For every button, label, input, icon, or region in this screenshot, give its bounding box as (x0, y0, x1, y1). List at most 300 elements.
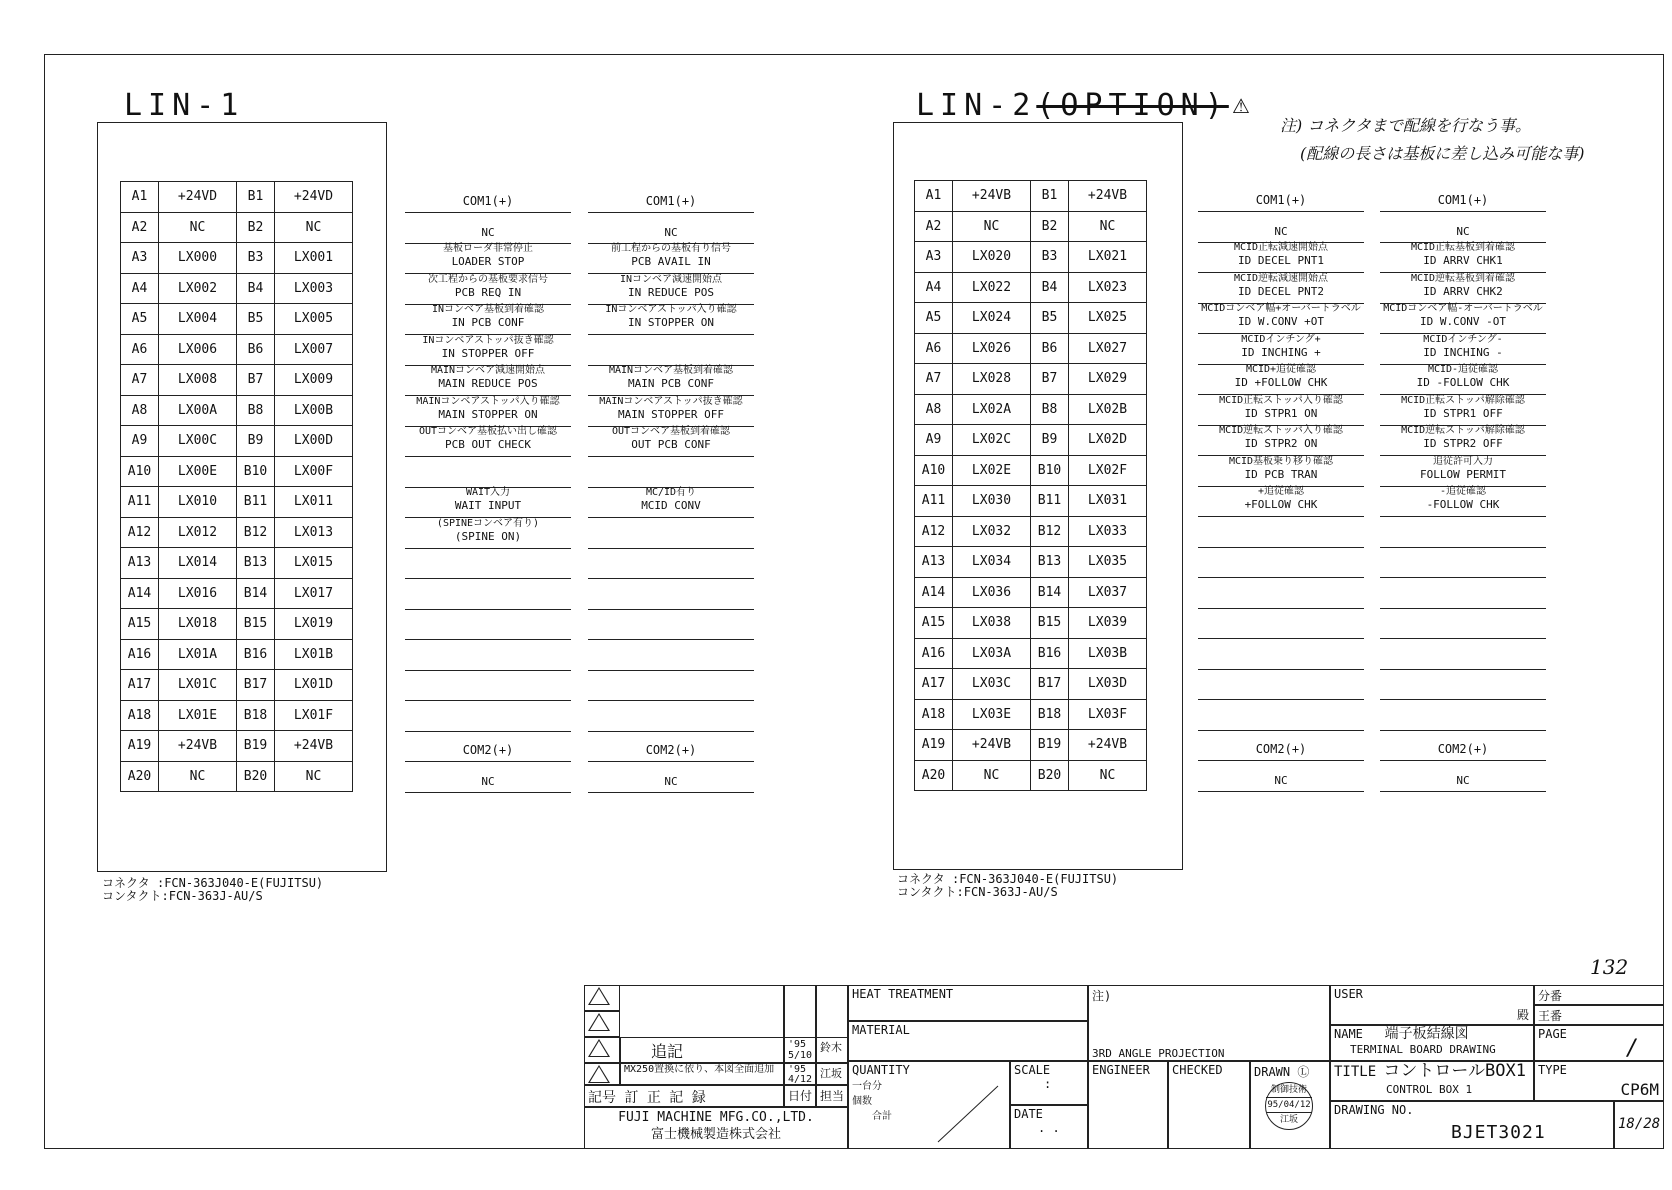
rev2-sign: 江坂 (816, 1063, 848, 1085)
signal-name: ID W.CONV +OT (1237, 315, 1325, 328)
lin2-pin-row (915, 730, 1147, 761)
pin-number: A18 (915, 699, 953, 730)
pin-signal: LX03E (953, 699, 1031, 730)
pin-signal: +24VB (953, 181, 1031, 212)
lin2-title: LIN-2(OPTION) (916, 88, 1229, 123)
signal-entry (1380, 394, 1546, 426)
signal-name: ID ARRV CHK2 (1423, 284, 1503, 298)
lin1-pin-row (121, 456, 353, 487)
signal-name: NC (1456, 773, 1470, 787)
signal-description-jp: OUTコンベア基板到着確認 (611, 426, 731, 437)
signal-description-jp: 基板ローダ非常停止 (443, 243, 533, 254)
pin-number: B8 (237, 395, 275, 426)
pin-number: A17 (121, 670, 159, 701)
signal-entry (1380, 424, 1546, 456)
pin-number: B16 (237, 639, 275, 670)
heat-treatment: HEAT TREATMENT (848, 985, 1088, 1021)
signal-entry (1198, 302, 1364, 334)
signal-entry (588, 639, 754, 671)
pin-number: B1 (237, 182, 275, 213)
signal-entry (1198, 272, 1364, 304)
pin-number: A1 (915, 181, 953, 212)
lin1-pin-row (121, 212, 353, 243)
signal-name (588, 669, 754, 683)
pin-signal: LX00F (275, 456, 353, 487)
pin-number: A16 (915, 638, 953, 669)
lin2-pin-row (915, 699, 1147, 730)
pin-signal: LX029 (1069, 364, 1147, 395)
rev2-text: MX250置換に依り、本図全面追加 (620, 1063, 784, 1085)
pin-number: B15 (237, 609, 275, 640)
lin2-pin-row (915, 211, 1147, 242)
pin-signal: +24VB (1069, 730, 1147, 761)
lin1-pin-row (121, 304, 353, 335)
pin-number: A12 (915, 516, 953, 547)
stamp-dept: 制御技術 (1270, 1085, 1307, 1095)
signal-description-jp: MAINコンベアストッパ抜き確認 (599, 395, 743, 407)
date-value: . . (1038, 1121, 1060, 1135)
pin-signal: LX001 (275, 243, 353, 274)
lin2-pin-row (915, 638, 1147, 669)
pin-number: B2 (1031, 211, 1069, 242)
rev2-date: '95 4/12 (784, 1063, 816, 1085)
lin1-pin-row (121, 426, 353, 457)
signal-name (588, 517, 754, 531)
signal-name: NC (664, 225, 678, 239)
pin-number: A3 (121, 243, 159, 274)
signal-entry (405, 669, 571, 701)
signal-entry (588, 730, 754, 762)
pin-number: A4 (121, 273, 159, 304)
pin-signal: NC (953, 211, 1031, 242)
signal-name (1198, 638, 1364, 652)
lin2-pin-row (915, 486, 1147, 517)
lin1-pin-row (121, 639, 353, 670)
signal-name: NC (481, 225, 495, 239)
lin2-pin-row (915, 181, 1147, 212)
lin1-pin-row (121, 334, 353, 365)
signal-entry (1380, 485, 1546, 517)
lin2-pin-row (915, 333, 1147, 364)
pin-number: B2 (237, 212, 275, 243)
signal-name: WAIT INPUT (454, 499, 522, 512)
stamp-name: 江坂 (1279, 1115, 1298, 1125)
pin-signal: NC (1069, 211, 1147, 242)
signal-entry (1380, 272, 1546, 304)
pin-signal: LX026 (953, 333, 1031, 364)
signal-entry (405, 395, 571, 427)
pin-signal: LX032 (953, 516, 1031, 547)
pin-number: B6 (1031, 333, 1069, 364)
quantity-label: QUANTITY (852, 1063, 910, 1077)
signal-name: ID STPR2 ON (1244, 437, 1318, 450)
signal-name: IN REDUCE POS (627, 285, 715, 299)
pin-signal: LX02F (1069, 455, 1147, 486)
pin-number: B3 (237, 243, 275, 274)
signal-name (405, 608, 571, 622)
pin-number: A7 (121, 365, 159, 396)
pin-signal: LX03F (1069, 699, 1147, 730)
signal-entry (1198, 729, 1364, 761)
name-en: TERMINAL BOARD DRAWING (1350, 1043, 1496, 1056)
pin-number: A2 (915, 211, 953, 242)
signal-entry (1380, 302, 1546, 334)
pin-signal: LX014 (159, 548, 237, 579)
pin-number: B10 (1031, 455, 1069, 486)
signal-name: COM1(+) (1437, 193, 1489, 207)
pin-signal: LX033 (1069, 516, 1147, 547)
title-jp: コントロールBOX1 (1383, 1061, 1526, 1081)
signal-name: ID STPR2 OFF (1423, 437, 1503, 450)
signal-name (588, 608, 754, 622)
pin-number: B12 (1031, 516, 1069, 547)
signal-entry (405, 639, 571, 671)
signal-name (1198, 699, 1364, 713)
signal-name: MAIN REDUCE POS (438, 377, 538, 390)
pin-number: A9 (121, 426, 159, 457)
pin-signal: NC (159, 761, 237, 792)
qty-slash (933, 1082, 1003, 1146)
pin-number: B17 (1031, 669, 1069, 700)
pin-signal: LX01D (275, 670, 353, 701)
company-block (584, 1107, 848, 1149)
pin-signal: LX004 (159, 304, 237, 335)
lin2-pin-row (915, 760, 1147, 791)
signal-entry (588, 608, 754, 640)
signal-name: IN PCB CONF (451, 316, 525, 329)
lin2-connector-spec: コネクタ :FCN-363J040-E(FUJITSU) (897, 872, 1119, 886)
engineer: ENGINEER (1088, 1061, 1168, 1149)
note-line-1: 注) コネクタまで配線を行なう事。 (1280, 116, 1532, 135)
signal-entry (588, 334, 754, 366)
signal-entry (1198, 638, 1364, 670)
pin-number: B7 (1031, 364, 1069, 395)
qty-count: 個数 (852, 1096, 872, 1107)
lin1-pin-row (121, 517, 353, 548)
signal-name: ID STPR1 ON (1244, 406, 1318, 420)
pin-signal: LX023 (1069, 272, 1147, 303)
name-label: NAME (1334, 1027, 1363, 1041)
pin-signal: LX020 (953, 242, 1031, 273)
signal-entry (1198, 424, 1364, 456)
pin-signal: LX038 (953, 608, 1031, 639)
signal-description-jp: MCID-追従確認 (1427, 364, 1499, 375)
pin-number: A20 (121, 761, 159, 792)
signal-name (405, 578, 571, 592)
ouban: 王番 (1534, 1005, 1664, 1025)
signal-entry (405, 608, 571, 640)
pin-signal: LX008 (159, 365, 237, 396)
signal-description-jp: WAIT入力 (465, 487, 511, 498)
pin-number: B5 (1031, 303, 1069, 334)
signal-name: ID +FOLLOW CHK (1234, 376, 1328, 389)
signal-name: PCB OUT CHECK (444, 438, 532, 451)
pin-number: A15 (915, 608, 953, 639)
type-cell (1534, 1061, 1664, 1101)
signal-name (1380, 607, 1546, 621)
signal-entry (1380, 180, 1546, 212)
pin-number: A6 (121, 334, 159, 365)
pin-number: B18 (237, 700, 275, 731)
pin-number: B11 (237, 487, 275, 518)
signal-name: IN STOPPER OFF (441, 346, 535, 360)
page-value: / (1625, 1036, 1639, 1061)
pin-signal: LX030 (953, 486, 1031, 517)
lin1-pin-row (121, 243, 353, 274)
signal-entry (588, 212, 754, 244)
pin-number: A5 (915, 303, 953, 334)
signal-name (1380, 516, 1546, 530)
pin-signal: LX025 (1069, 303, 1147, 334)
signal-entry (1380, 546, 1546, 578)
pin-number: B3 (1031, 242, 1069, 273)
signal-entry (1380, 729, 1546, 761)
rev-date-label: 日付 (784, 1085, 816, 1107)
signal-description-jp: 前工程からの基板有り信号 (611, 243, 731, 254)
signal-name: IN STOPPER ON (627, 316, 715, 329)
pin-signal: LX028 (953, 364, 1031, 395)
signal-name: PCB AVAIL IN (631, 255, 711, 268)
pin-number: A20 (915, 760, 953, 791)
pin-signal: LX000 (159, 243, 237, 274)
signal-entry (1198, 363, 1364, 395)
qty-total: 合計 (872, 1111, 892, 1122)
signal-entry (1198, 485, 1364, 517)
signal-name: OUT PCB CONF (631, 438, 711, 451)
lin1-pin-row (121, 609, 353, 640)
signal-entry (588, 578, 754, 610)
signal-entry (1380, 668, 1546, 700)
signal-entry (588, 669, 754, 701)
signal-entry (588, 456, 754, 488)
lin2-pin-row (915, 608, 1147, 639)
pin-number: B14 (1031, 577, 1069, 608)
signal-name: MCID CONV (641, 499, 701, 512)
pin-number: A12 (121, 517, 159, 548)
signal-entry (1380, 363, 1546, 395)
projection: 3RD ANGLE PROJECTION (1088, 1047, 1330, 1061)
pin-signal: NC (159, 212, 237, 243)
pin-signal: LX012 (159, 517, 237, 548)
drawing-no-label: DRAWING NO. (1334, 1103, 1414, 1117)
pin-number: A9 (915, 425, 953, 456)
pin-signal: LX021 (1069, 242, 1147, 273)
pin-signal: LX039 (1069, 608, 1147, 639)
signal-description-jp: MCID逆転ストッパ解除確認 (1401, 425, 1525, 436)
pin-number: B19 (237, 731, 275, 762)
pin-signal: LX01A (159, 639, 237, 670)
pin-signal: LX024 (953, 303, 1031, 334)
signal-name (588, 547, 754, 561)
signal-entry (588, 303, 754, 335)
signal-name: COM1(+) (645, 194, 697, 208)
rev-person-label: 担当 (816, 1085, 848, 1107)
pin-signal: +24VB (953, 730, 1031, 761)
signal-name (1380, 699, 1546, 713)
signal-name (1198, 607, 1364, 621)
signal-description-jp: MAINコンベア減速開始点 (430, 365, 546, 376)
signal-description-jp: MCID正転ストッパ入り確認 (1219, 394, 1343, 406)
signal-entry (588, 700, 754, 732)
signal-name: COM1(+) (462, 194, 514, 208)
signal-entry (405, 547, 571, 579)
signal-description-jp: INコンベア基板到着確認 (431, 304, 545, 315)
lin1-pin-row (121, 731, 353, 762)
lin1-pin-row (121, 182, 353, 213)
pin-number: B20 (1031, 760, 1069, 791)
signal-entry (405, 425, 571, 457)
drawing-no: BJET3021 (1451, 1122, 1546, 1143)
type-label: TYPE (1538, 1063, 1567, 1077)
lin1-pin-row (121, 578, 353, 609)
pin-number: B10 (237, 456, 275, 487)
signal-name: ID INCHING + (1241, 345, 1321, 359)
pin-signal: NC (275, 761, 353, 792)
pin-number: A8 (121, 395, 159, 426)
pin-number: A4 (915, 272, 953, 303)
signal-entry (405, 761, 571, 793)
signal-name: PCB REQ IN (454, 285, 522, 299)
signal-entry (405, 700, 571, 732)
rev-tri-1 (584, 985, 620, 1011)
signal-name (1380, 577, 1546, 591)
pin-number: B9 (1031, 425, 1069, 456)
signal-entry (1198, 455, 1364, 487)
pin-signal: LX015 (275, 548, 353, 579)
user-label: USER (1334, 987, 1363, 1001)
signal-name: MAIN PCB CONF (627, 377, 715, 390)
signal-entry (405, 303, 571, 335)
signal-name: COM2(+) (1255, 742, 1307, 756)
pin-signal: LX002 (159, 273, 237, 304)
signal-entry (588, 547, 754, 579)
pin-number: B13 (237, 548, 275, 579)
signal-entry (1380, 638, 1546, 670)
drawn-label: DRAWN (1254, 1065, 1291, 1079)
pin-number: B7 (237, 365, 275, 396)
pin-number: A11 (915, 486, 953, 517)
signal-entry (405, 456, 571, 488)
signal-description-jp: MCIDインチング+ (1241, 333, 1321, 345)
scale-label: SCALE (1014, 1063, 1051, 1077)
rev-tri-2 (584, 1011, 620, 1037)
drawn-mark: Ⓛ (1297, 1065, 1310, 1079)
page-label: PAGE (1538, 1027, 1567, 1041)
material: MATERIAL (848, 1021, 1088, 1061)
sheet-number: 18/28 (1614, 1101, 1664, 1149)
signal-name (588, 700, 754, 714)
signal-entry (405, 242, 571, 274)
signal-entry (1380, 211, 1546, 243)
pin-signal: LX018 (159, 609, 237, 640)
signal-name: MAIN STOPPER ON (438, 407, 538, 421)
pin-number: B12 (237, 517, 275, 548)
signal-description-jp: MCID逆転ストッパ入り確認 (1219, 425, 1343, 436)
signal-name: ID -FOLLOW CHK (1416, 376, 1510, 389)
approval-stamp (1265, 1082, 1313, 1130)
signal-name: COM1(+) (1255, 193, 1307, 207)
pin-number: A17 (915, 669, 953, 700)
signal-description-jp: INコンベアストッパ入り確認 (605, 304, 737, 315)
pin-number: B1 (1031, 181, 1069, 212)
pin-signal: LX022 (953, 272, 1031, 303)
lin1-pin-row (121, 670, 353, 701)
pin-signal: LX00C (159, 426, 237, 457)
signal-description-jp: OUTコンベア基板払い出し確認 (418, 426, 558, 437)
user-suffix: 殿 (1516, 1008, 1529, 1022)
pin-signal: LX00A (159, 395, 237, 426)
pin-signal: LX009 (275, 365, 353, 396)
pin-number: A10 (915, 455, 953, 486)
lin1-pin-row (121, 487, 353, 518)
title-block (584, 985, 1664, 1149)
signal-name: ID INCHING - (1423, 345, 1503, 359)
pin-number: A1 (121, 182, 159, 213)
signal-name (588, 334, 754, 348)
signal-name (1198, 546, 1364, 560)
rev-entry: 追記 (620, 1037, 784, 1063)
signal-entry (588, 395, 754, 427)
pin-signal: +24VD (159, 182, 237, 213)
signal-entry (1380, 760, 1546, 792)
signal-entry (1198, 760, 1364, 792)
pin-number: A5 (121, 304, 159, 335)
type-value: CP6M (1620, 1080, 1659, 1099)
pin-signal: LX005 (275, 304, 353, 335)
pin-signal: LX010 (159, 487, 237, 518)
pin-signal: LX027 (1069, 333, 1147, 364)
signal-entry (1380, 699, 1546, 731)
pin-signal: LX006 (159, 334, 237, 365)
signal-entry (405, 578, 571, 610)
lin2-title-struck: (OPTION) (1036, 88, 1229, 123)
pin-signal: LX007 (275, 334, 353, 365)
signal-description-jp: INコンベア減速開始点 (619, 273, 723, 285)
rev-tri-4 (584, 1063, 620, 1085)
lin2-pin-row (915, 516, 1147, 547)
company-jp: 富士機械製造株式会社 (650, 1127, 781, 1142)
signal-name: NC (1456, 224, 1470, 238)
signal-description-jp: 次工程からの基板要求信号 (428, 273, 548, 285)
signal-entry (405, 334, 571, 366)
pin-number: B16 (1031, 638, 1069, 669)
signal-description-jp: MCID正転ストッパ解除確認 (1401, 394, 1525, 406)
rev-tri-3 (584, 1037, 620, 1063)
signal-entry (588, 425, 754, 457)
signal-description-jp: INコンベアストッパ抜き確認 (422, 334, 554, 346)
pin-number: B15 (1031, 608, 1069, 639)
pin-signal: LX013 (275, 517, 353, 548)
lin2-contact-spec: コンタクト:FCN-363J-AU/S (897, 885, 1058, 899)
pin-number: B4 (237, 273, 275, 304)
lin1-pin-table (120, 181, 353, 792)
pin-signal: LX02A (953, 394, 1031, 425)
signal-name: ID ARRV CHK1 (1423, 254, 1503, 267)
pin-signal: LX017 (275, 578, 353, 609)
pin-number: B14 (237, 578, 275, 609)
pin-number: A18 (121, 700, 159, 731)
revision-triangle-mark: ⚠ (1232, 94, 1250, 118)
pin-number: B18 (1031, 699, 1069, 730)
pin-signal: LX031 (1069, 486, 1147, 517)
signal-name (588, 639, 754, 653)
signal-entry (1380, 455, 1546, 487)
pin-number: A2 (121, 212, 159, 243)
pin-number: B6 (237, 334, 275, 365)
pin-signal: LX03A (953, 638, 1031, 669)
pin-signal: +24VB (159, 731, 237, 762)
pin-number: B19 (1031, 730, 1069, 761)
